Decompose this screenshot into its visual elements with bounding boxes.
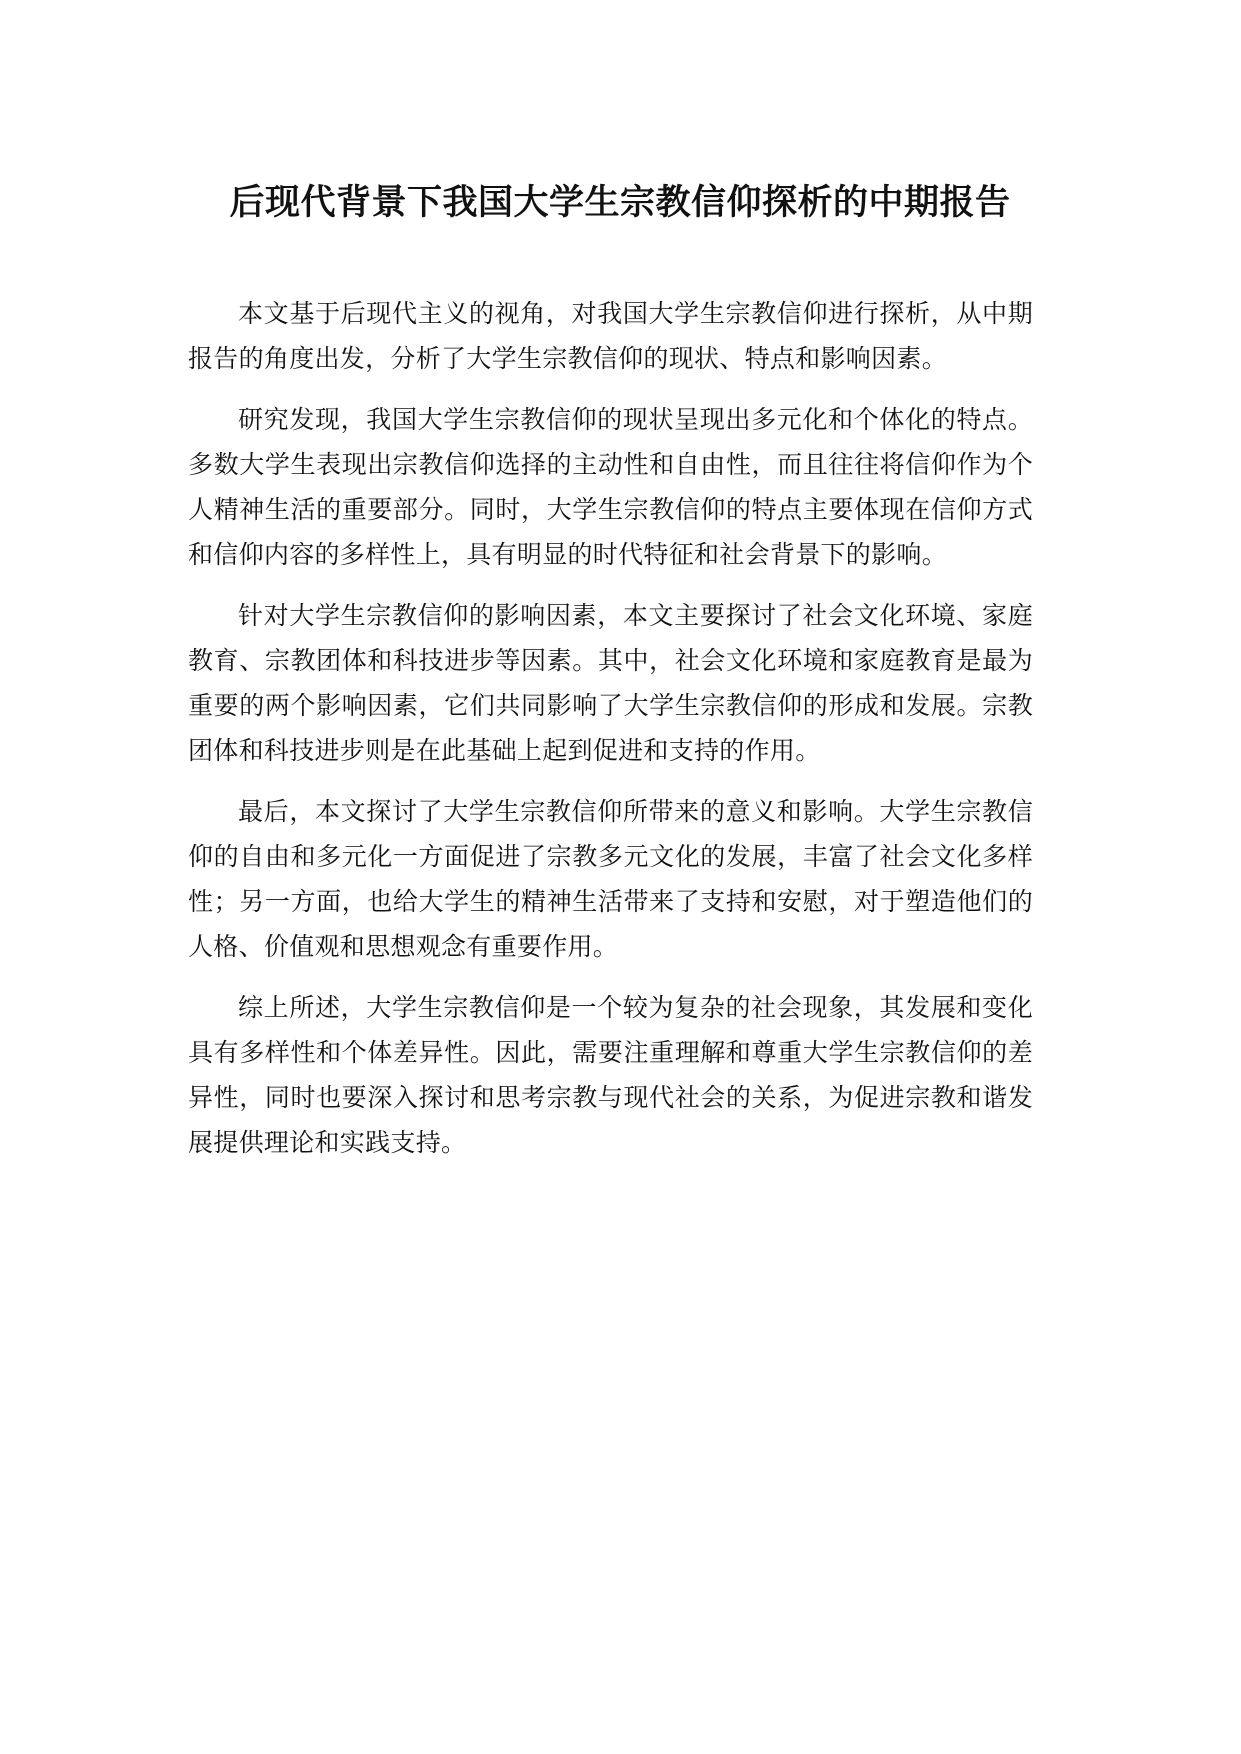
paragraph-intro: 本文基于后现代主义的视角，对我国大学生宗教信仰进行探析，从中期报告的角度出发，分析了大学生宗教信仰的现状、特点和影响因素。 <box>188 299 1033 373</box>
document-title: 后现代背景下我国大学生宗教信仰探析的中期报告 <box>229 183 1011 223</box>
document-body <box>188 291 1033 1181</box>
paragraph-findings: 研究发现，我国大学生宗教信仰的现状呈现出多元化和个体化的特点。多数大学生表现出宗教信仰选择的主动性和自由性，而且往往将信仰作为个人精神生活的重要部分。同时，大学生宗教信仰的特点主要体现在信仰方式和信仰内容的多样性上，具有明显的时代特征和社会背景下的影响。 <box>188 405 1033 569</box>
paragraph-significance: 最后，本文探讨了大学生宗教信仰所带来的意义和影响。大学生宗教信仰的自由和多元化一方面促进了宗教多元文化的发展，丰富了社会文化多样性；另一方面，也给大学生的精神生活带来了支持和安慰，对于塑造他们的人格、价值观和思想观念有重要作用。 <box>188 797 1033 961</box>
paragraph-conclusion: 综上所述，大学生宗教信仰是一个较为复杂的社会现象，其发展和变化具有多样性和个体差异性。因此，需要注重理解和尊重大学生宗教信仰的差异性，同时也要深入探讨和思考宗教与现代社会的关系，为促进宗教和谐发展提供理论和实践支持。 <box>188 993 1033 1157</box>
paragraph-factors: 针对大学生宗教信仰的影响因素，本文主要探讨了社会文化环境、家庭教育、宗教团体和科技进步等因素。其中，社会文化环境和家庭教育是最为重要的两个影响因素，它们共同影响了大学生宗教信仰的形成和发展。宗教团体和科技进步则是在此基础上起到促进和支持的作用。 <box>188 601 1033 765</box>
